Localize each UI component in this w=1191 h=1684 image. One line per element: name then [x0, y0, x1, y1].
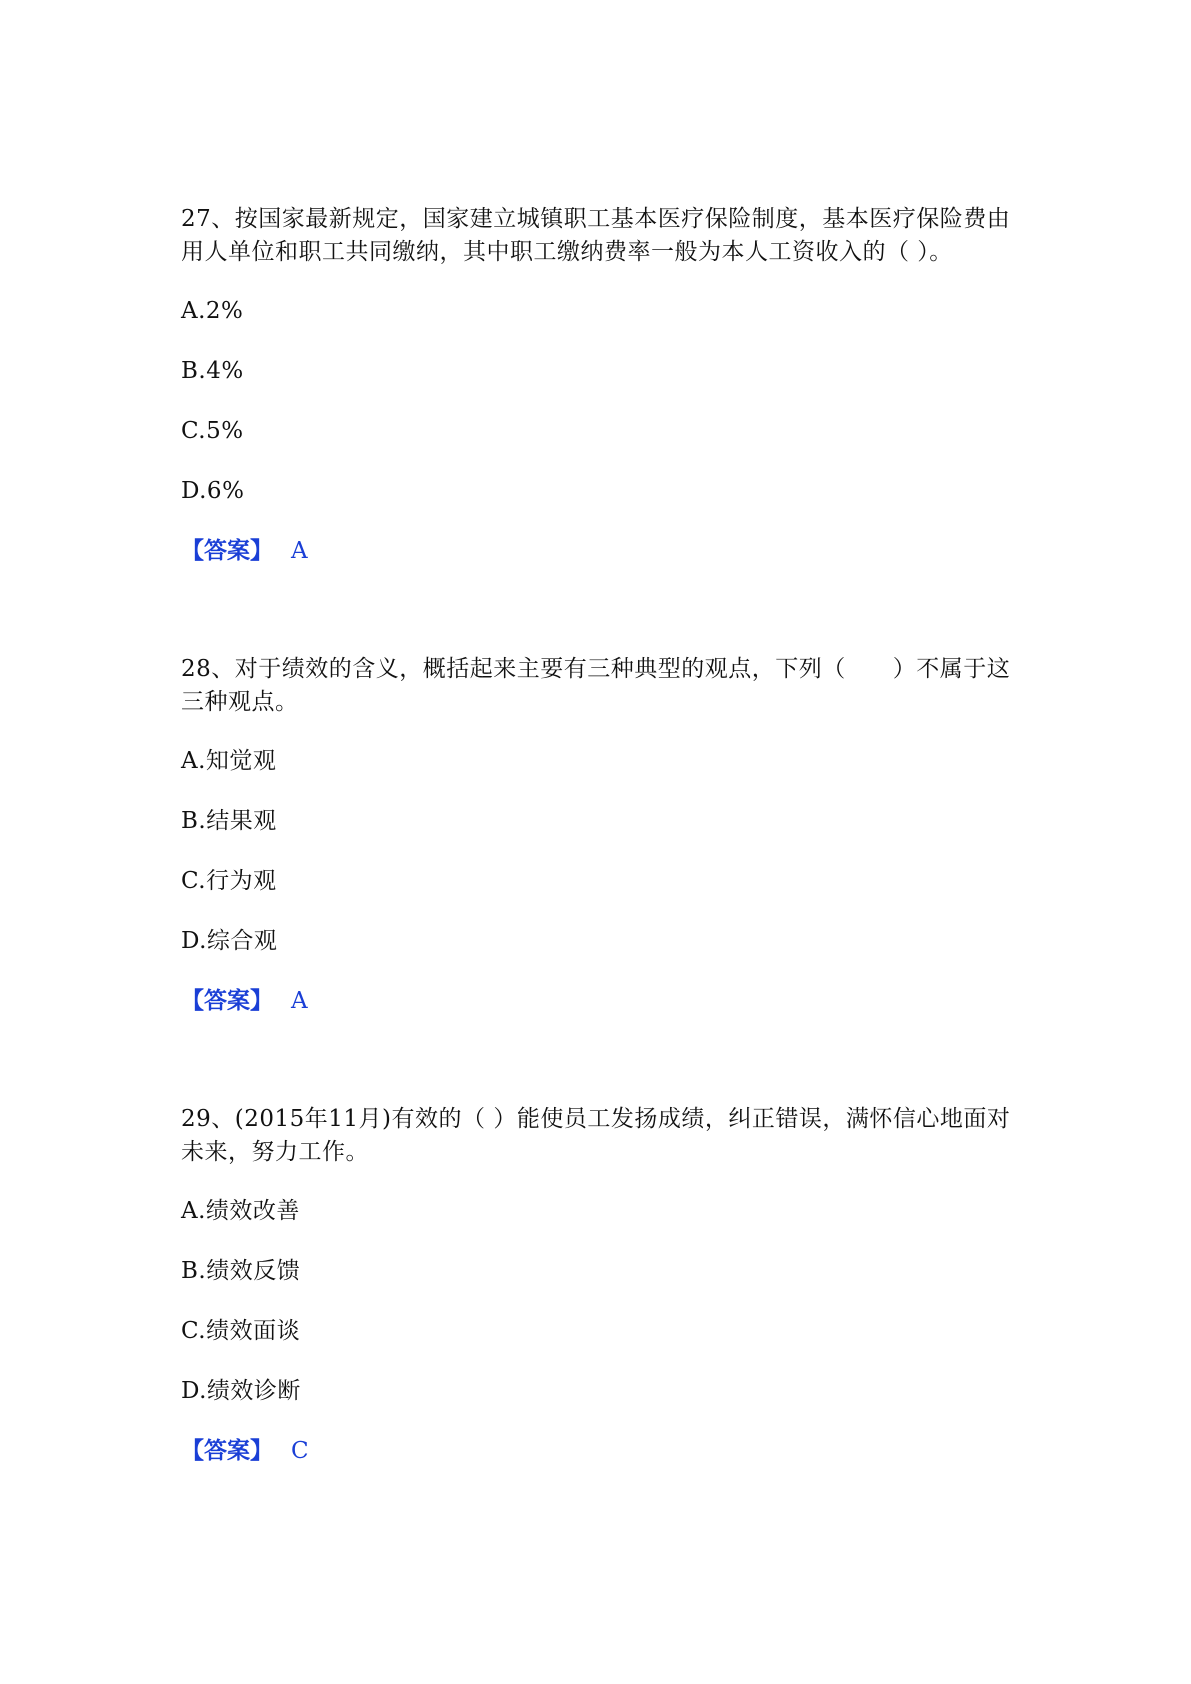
- question-29: [181, 1103, 1011, 1464]
- answer-value: A: [291, 988, 308, 1014]
- answer-line: [181, 1436, 309, 1466]
- answer-value: A: [291, 538, 308, 564]
- answer-label: 【答案】: [181, 537, 273, 564]
- answer-line: [181, 536, 308, 566]
- option-a: A.绩效改善: [181, 1198, 300, 1224]
- question-stem: 28、对于绩效的含义，概括起来主要有三种典型的观点，下列（ ）不属于这三种观点。: [181, 656, 1011, 715]
- option-c: C.行为观: [181, 868, 277, 894]
- answer-label: 【答案】: [181, 987, 273, 1014]
- option-d: D.绩效诊断: [181, 1378, 301, 1404]
- option-d: D.综合观: [181, 928, 278, 954]
- option-a: A.2%: [181, 298, 244, 324]
- question-stem: 27、按国家最新规定，国家建立城镇职工基本医疗保险制度，基本医疗保险费由用人单位和职工共同缴纳，其中职工缴纳费率一般为本人工资收入的（ ）。: [181, 206, 1011, 265]
- option-d: D.6%: [181, 478, 245, 504]
- question-27: [181, 203, 1011, 564]
- option-b: B.绩效反馈: [181, 1258, 301, 1284]
- option-b: B.结果观: [181, 808, 277, 834]
- option-a: A.知觉观: [181, 748, 277, 774]
- option-b: B.4%: [181, 358, 244, 384]
- question-28: [181, 653, 1011, 1014]
- question-stem: 29、(2015年11月)有效的（ ）能使员工发扬成绩，纠正错误，满怀信心地面对未来，努力工作。: [181, 1106, 1011, 1165]
- answer-line: [181, 986, 308, 1016]
- answer-value: C: [291, 1438, 309, 1464]
- answer-label: 【答案】: [181, 1437, 273, 1464]
- option-c: C.绩效面谈: [181, 1318, 301, 1344]
- option-c: C.5%: [181, 418, 244, 444]
